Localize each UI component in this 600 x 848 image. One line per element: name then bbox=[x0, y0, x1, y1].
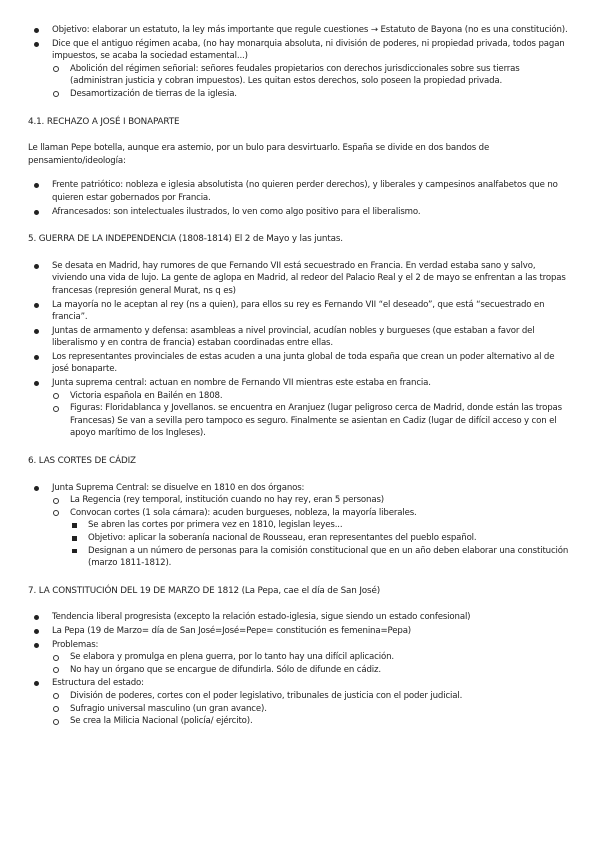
bullet-circle-icon bbox=[53, 498, 59, 504]
sublist bbox=[28, 390, 572, 440]
sublist-item: Abolición del régimen señorial: señores feudales propietarios con derechos jurisdiccionales sobre sus tierras (administran justicia y cobran impuestos). Les quitan estos derechos, solo poseen la propiedad privada. bbox=[28, 63, 572, 88]
subsublist-item: Se abren las cortes por primera vez en 1810, legislan leyes... bbox=[28, 519, 572, 532]
bullet-disc-icon bbox=[34, 381, 39, 386]
bullet-circle-icon bbox=[53, 667, 59, 673]
bullet-circle-icon bbox=[53, 510, 59, 516]
sublist-item: Desamortización de tierras de la iglesia. bbox=[28, 88, 572, 101]
list-item: Los representantes provinciales de estas acuden a una junta global de toda españa que crean un poder alternativo al de josé bonaparte. bbox=[28, 351, 572, 376]
bullet-circle-icon bbox=[53, 66, 59, 72]
bandos-list bbox=[28, 179, 572, 218]
bullet-disc-icon bbox=[34, 42, 39, 47]
bullet-disc-icon bbox=[34, 303, 39, 308]
list-item: Problemas: Se elabora y promulga en plena guerra, por lo tanto hay una difícil aplicación. No hay un órgano que se encargue de difundirla. Sólo de difunde en cádiz. bbox=[28, 639, 572, 677]
sublist-item: La Regencia (rey temporal, institución cuando no hay rey, eran 5 personas) bbox=[28, 494, 572, 507]
list-item: Estructura del estado: División de poderes, cortes con el poder legislativo, tribunales de justicia con el poder judicial. Sufragio universal masculino (un gran avance). Se crea la Milicia Nacional (policía/ ejército). bbox=[28, 677, 572, 727]
sublist bbox=[28, 690, 572, 728]
bullet-disc-icon bbox=[34, 210, 39, 215]
sublist-item: Se crea la Milicia Nacional (policía/ ejército). bbox=[28, 715, 572, 728]
bullet-disc-icon bbox=[34, 486, 39, 491]
bullet-disc-icon bbox=[34, 355, 39, 360]
bullet-square-icon bbox=[72, 549, 77, 554]
bullet-circle-icon bbox=[53, 655, 59, 661]
list-item: Afrancesados: son intelectuales ilustrados, lo ven como algo positivo para el liberalismo. bbox=[28, 206, 572, 219]
sublist-item: Se elabora y promulga en plena guerra, por lo tanto hay una difícil aplicación. bbox=[28, 651, 572, 664]
bullet-disc-icon bbox=[34, 264, 39, 269]
bullet-disc-icon bbox=[34, 183, 39, 188]
sublist-item: Convocan cortes (1 sola cámara): acuden burgueses, nobleza, la mayoría liberales. Se abren las cortes por primera vez en 1810, legislan leyes... Objetivo: aplicar la soberanía nacional de Rousseau, eran representantes del pueblo español. Designan a un número de personas para la comisión constitucional que en un año deben elaborar una constitución (marzo 1811-1812). bbox=[28, 507, 572, 570]
section-heading-7: 7. LA CONSTITUCIÓN DEL 19 DE MARZO DE 1812 (La Pepa, cae el día de San José) bbox=[28, 585, 381, 596]
intro-list bbox=[28, 24, 572, 101]
section-heading-4-1: 4.1. RECHAZO A JOSÉ I BONAPARTE bbox=[28, 116, 180, 127]
sublist-item: División de poderes, cortes con el poder legislativo, tribunales de justicia con el poder judicial. bbox=[28, 690, 572, 703]
cortes-list bbox=[28, 482, 572, 570]
list-item: Juntas de armamento y defensa: asambleas a nivel provincial, acudían nobles y burgueses (que estaban a favor del liberalismo y en contra de francia) estaban coordinadas entre ellas. bbox=[28, 325, 572, 350]
constitucion-list bbox=[28, 611, 572, 727]
sublist-item: No hay un órgano que se encargue de difundirla. Sólo de difunde en cádiz. bbox=[28, 664, 572, 677]
list-item: Junta Suprema Central: se disuelve en 1810 en dos órganos: La Regencia (rey temporal, institución cuando no hay rey, eran 5 personas) Convocan cortes (1 sola cámara): acuden burgueses, nobleza, la mayoría liberales. Se abren las cortes por primera vez en 1810, legislan leyes... Objetivo: aplicar la soberanía nacional de Rousseau, eran representantes del pueblo español. Designan a un número de personas para la comisión constitucional que en un año deben elaborar una constitución (marzo 1811-1812). bbox=[28, 482, 572, 570]
bullet-disc-icon bbox=[34, 643, 39, 648]
subsublist-item: Designan a un número de personas para la comisión constitucional que en un año deben elaborar una constitución (marzo 1811-1812). bbox=[28, 545, 572, 570]
guerra-list bbox=[28, 260, 572, 440]
list-item: Junta suprema central: actuan en nombre de Fernando VII mientras este estaba en francia. Victoria española en Bailén en 1808. Figuras: Floridablanca y Jovellanos. se encuentra en Aranjuez (lugar peligroso cerca de Madrid, donde están las tropas Francesas) Se van a sevilla pero tampoco es seguro. Finalmente se asientan en Cadiz (lugar de difícil acceso y con el apoyo marítimo de los Ingleses). bbox=[28, 377, 572, 440]
sublist bbox=[28, 651, 572, 676]
bullet-square-icon bbox=[72, 523, 77, 528]
section-heading-5: 5. GUERRA DE LA INDEPENDENCIA (1808-1814) El 2 de Mayo y las juntas. bbox=[28, 234, 343, 245]
bullet-circle-icon bbox=[53, 719, 59, 725]
list-item: La mayoría no le aceptan al rey (ns a quien), para ellos su rey es Fernando VII “el deseado”, que está “secuestrado en francia”. bbox=[28, 299, 572, 324]
sublist-item: Sufragio universal masculino (un gran avance). bbox=[28, 703, 572, 716]
list-item: Frente patriótico: nobleza e iglesia absolutista (no quieren perder derechos), y liberales y campesinos analfabetos que no quieren estar gobernados por Francia. bbox=[28, 179, 572, 204]
sublist bbox=[28, 494, 572, 570]
bullet-circle-icon bbox=[53, 706, 59, 712]
list-item: Dice que el antiguo régimen acaba, (no hay monarquia absoluta, ni división de poderes, ni propiedad privada, todos pagan impuestos, se acaba la sociedad estamental...) Abolición del régimen señorial: señores feudales propietarios con derechos jurisdiccionales sobre sus tierras (administran justicia y cobran impuestos). Les quitan estos derechos, solo poseen la propiedad privada. Desamortización de tierras de la iglesia. bbox=[28, 38, 572, 101]
bullet-disc-icon bbox=[34, 629, 39, 634]
bullet-circle-icon bbox=[53, 393, 59, 399]
bullet-circle-icon bbox=[53, 693, 59, 699]
sublist-item: Victoria española en Bailén en 1808. bbox=[28, 390, 572, 403]
bullet-circle-icon bbox=[53, 406, 59, 412]
subsublist bbox=[28, 519, 572, 569]
bullet-circle-icon bbox=[53, 91, 59, 97]
bullet-disc-icon bbox=[34, 615, 39, 620]
section-heading-6: 6. LAS CORTES DE CÁDIZ bbox=[28, 456, 136, 467]
list-item: La Pepa (19 de Marzo= día de San José=José=Pepe= constitución es femenina=Pepa) bbox=[28, 625, 572, 638]
list-item: Se desata en Madrid, hay rumores de que Fernando VII está secuestrado en Francia. En verdad estaba sano y salvo, viviendo una vida de lujo. La gente de aglopa en Madrid, al redeor del Palacio Real y el 2 de mayo se enfrentan a las tropas francesas (represión general Murat, ns q es) bbox=[28, 260, 572, 298]
sublist-item: Figuras: Floridablanca y Jovellanos. se encuentra en Aranjuez (lugar peligroso cerca de Madrid, donde están las tropas Francesas) Se van a sevilla pero tampoco es seguro. Finalmente se asientan en Cadiz (lugar de difícil acceso y con el apoyo marítimo de los Ingleses). bbox=[28, 402, 572, 440]
bullet-square-icon bbox=[72, 536, 77, 541]
sublist bbox=[28, 63, 572, 101]
section-intro: Le llaman Pepe botella, aunque era astemio, por un bulo para desvirtuarlo. España se divide en dos bandos de pensamiento/ideología: bbox=[28, 143, 490, 166]
bullet-disc-icon bbox=[34, 28, 39, 33]
subsublist-item: Objetivo: aplicar la soberanía nacional de Rousseau, eran representantes del pueblo español. bbox=[28, 532, 572, 545]
bullet-disc-icon bbox=[34, 681, 39, 686]
bullet-disc-icon bbox=[34, 329, 39, 334]
list-item: Objetivo: elaborar un estatuto, la ley más importante que regule cuestiones → Estatuto de Bayona (no es una constitución). bbox=[28, 24, 572, 37]
list-item: Tendencia liberal progresista (excepto la relación estado-iglesia, sigue siendo un estado confesional) bbox=[28, 611, 572, 624]
